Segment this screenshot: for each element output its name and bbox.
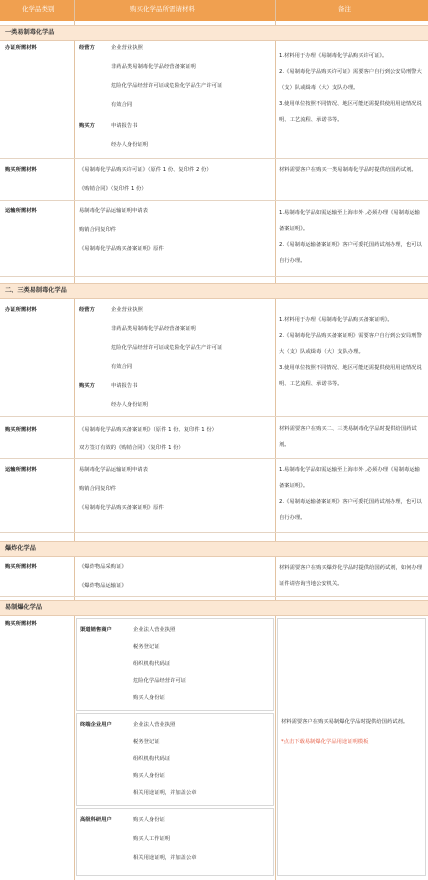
row-notes	[279, 462, 423, 526]
note-line: 2.《易制毒化学品购买备案证明》需要客户自行到公安局刑警大（支）队或缉毒（大）支队办理。	[279, 333, 422, 355]
list-item: 《易制毒化学品购买备案证明》原件	[79, 246, 164, 252]
list-item: 相关用途证明，并加盖公章	[133, 855, 197, 861]
list-item: 《易制毒化学品购买备案证明》（原件 1 份、复印件 1 份）	[79, 427, 217, 433]
row-category: 购买所需材料	[5, 427, 37, 433]
list-item: 购销合同复印件	[79, 227, 117, 233]
list-item: 《易制毒化学品购买许可证》（原件 1 份、复印件 2 份）	[79, 167, 212, 173]
list-item: 购销合同复印件	[79, 486, 117, 492]
list-item: 购买人工作证明	[133, 836, 171, 842]
header-remarks: 备注	[338, 5, 351, 13]
list-item: 申请报告书	[111, 123, 138, 129]
list-item: 非药品类易制毒化学品经营备案证明	[111, 326, 196, 332]
list-item: 企业营业执照	[111, 307, 143, 313]
note-line: 3.使用单位按照不同情况、地区可能还需提供使用用途情况说明、工艺流程、承诺书等。	[279, 365, 422, 387]
list-item: 相关用途证明，并加盖公章	[133, 790, 197, 796]
notes-cell	[277, 618, 426, 876]
table-row	[0, 458, 428, 533]
row-category: 办证所需材料	[5, 45, 37, 51]
row-notes	[279, 205, 423, 269]
header-materials: 购买化学品所需请材料	[130, 5, 195, 13]
note-line: 1.易制毒化学品如需运输至上海市外 ,必须办理《易制毒运输备案证明》。	[279, 467, 420, 489]
group-label: 经营方	[79, 307, 95, 313]
note-line: 3.使用单位按照不同情况、地区可能还需提供使用用途情况说明、工艺流程、承诺书等。	[279, 101, 422, 123]
section-title: 二、三类易制毒化学品	[5, 287, 67, 294]
note-line: 1.材料用于办理《易制毒化学品购买备案证明》。	[279, 317, 393, 323]
list-item: 组织机构代码证	[133, 756, 171, 762]
list-item: 企业营业执照	[111, 45, 143, 51]
table-row	[0, 40, 428, 159]
table-header	[0, 0, 428, 21]
list-item: 有效合同	[111, 364, 133, 370]
note-line: 1.材料用于办理《易制毒化学品购买许可证》。	[279, 53, 388, 59]
row-notes	[281, 714, 421, 750]
note-line: 材料需要客户在购买易制爆化学品时提供给国药试剂。	[281, 719, 409, 725]
group-cell	[76, 618, 274, 711]
group-label: 终端企业用户	[80, 722, 112, 728]
list-item: 双方签订有效的《购销合同》（复印件 1 份）	[79, 445, 184, 451]
list-item: 易制毒化学品运输证明申请表	[79, 467, 148, 473]
note-line: 2.《易制毒化学品购买许可证》需要客户自行到公安局刑警大（支）队或缉毒（大）支队办理。	[279, 69, 422, 91]
note-line: 材料需要客户在购买二、三类易制毒化学品时提供给国药试剂。	[279, 426, 417, 448]
table-row	[0, 158, 428, 201]
list-item: 经办人身份证明	[111, 142, 149, 148]
list-item: 《爆炸物品运输证》	[79, 583, 127, 589]
row-category: 购买所需材料	[5, 167, 37, 173]
table-row	[0, 200, 428, 277]
row-notes	[279, 312, 423, 392]
group-cell	[76, 808, 274, 876]
header-category: 化学品类别	[22, 5, 55, 13]
list-item: 购买人身份证	[133, 817, 165, 823]
list-item: 购买人身份证	[133, 773, 165, 779]
list-item: 税务登记证	[133, 644, 160, 650]
download-template-link[interactable]: *点击下载易制爆化学品用途证明模板	[281, 739, 369, 745]
section-title: 爆炸化学品	[5, 545, 36, 552]
list-item: 易制毒化学品运输证明申请表	[79, 208, 148, 214]
group-label: 购买方	[79, 123, 95, 129]
section-title: 一类易制毒化学品	[5, 29, 55, 36]
table-row	[0, 416, 428, 459]
row-category: 运输所需材料	[5, 208, 37, 214]
list-item: 《爆炸物品采购证》	[79, 564, 127, 570]
list-item: 企业法人营业执照	[133, 627, 176, 633]
table-row	[0, 556, 428, 597]
note-line: 1.易制毒化学品如需运输至上海市外 ,必须办理《易制毒运输备案证明》。	[279, 210, 420, 232]
section-class1	[0, 25, 428, 41]
group-label: 经营方	[79, 45, 95, 51]
group-cell	[76, 713, 274, 806]
row-notes	[279, 48, 423, 128]
note-line: 2.《易制毒运输备案证明》客户可委托国药试剂办理，也可以自行办理。	[279, 242, 422, 264]
list-item: 有效合同	[111, 102, 133, 108]
group-label: 购买方	[79, 383, 95, 389]
list-item: 组织机构代码证	[133, 661, 171, 667]
list-item: 非药品类易制毒化学品经营备案证明	[111, 64, 196, 70]
row-category: 运输所需材料	[5, 467, 37, 473]
list-item: 税务登记证	[133, 739, 160, 745]
group-label: 高级科研用户	[80, 817, 112, 823]
table-row	[0, 298, 428, 417]
list-item: 危险化学品经营许可证或危险化学品生产许可证	[111, 345, 223, 351]
note-line: 材料需要客户在购买一类易制毒化学品时提供给国药试剂。	[279, 167, 417, 173]
row-category: 购买所需材料	[5, 621, 37, 627]
list-item: 危险化学品经营许可证	[133, 678, 186, 684]
row-category: 购买所需材料	[5, 564, 37, 570]
table-row	[0, 615, 428, 880]
section-precursor-explosive	[0, 600, 428, 616]
section-class2-3	[0, 283, 428, 299]
list-item: 《易制毒化学品购买备案证明》原件	[79, 505, 164, 511]
row-category: 办证所需材料	[5, 307, 37, 313]
row-notes	[279, 421, 423, 453]
list-item: 《购销合同》（复印件 1 份）	[79, 186, 147, 192]
note-line: 2.《易制毒运输备案证明》客户可委托国药试剂办理，也可以自行办理。	[279, 499, 422, 521]
group-label: 渠道销售商户	[80, 627, 112, 633]
note-line: 材料需要客户在购买爆炸化学品时提供给国药试剂，如何办理证件请咨询当地公安机关。	[279, 565, 423, 587]
list-item: 申请报告书	[111, 383, 138, 389]
list-item: 企业法人营业执照	[133, 722, 176, 728]
row-notes	[279, 162, 423, 178]
section-explosive	[0, 541, 428, 557]
list-item: 购买人身份证	[133, 695, 165, 701]
section-title: 易制爆化学品	[5, 604, 43, 611]
list-item: 经办人身份证明	[111, 402, 149, 408]
row-notes	[279, 560, 423, 592]
list-item: 危险化学品经营许可证或危险化学品生产许可证	[111, 83, 223, 89]
